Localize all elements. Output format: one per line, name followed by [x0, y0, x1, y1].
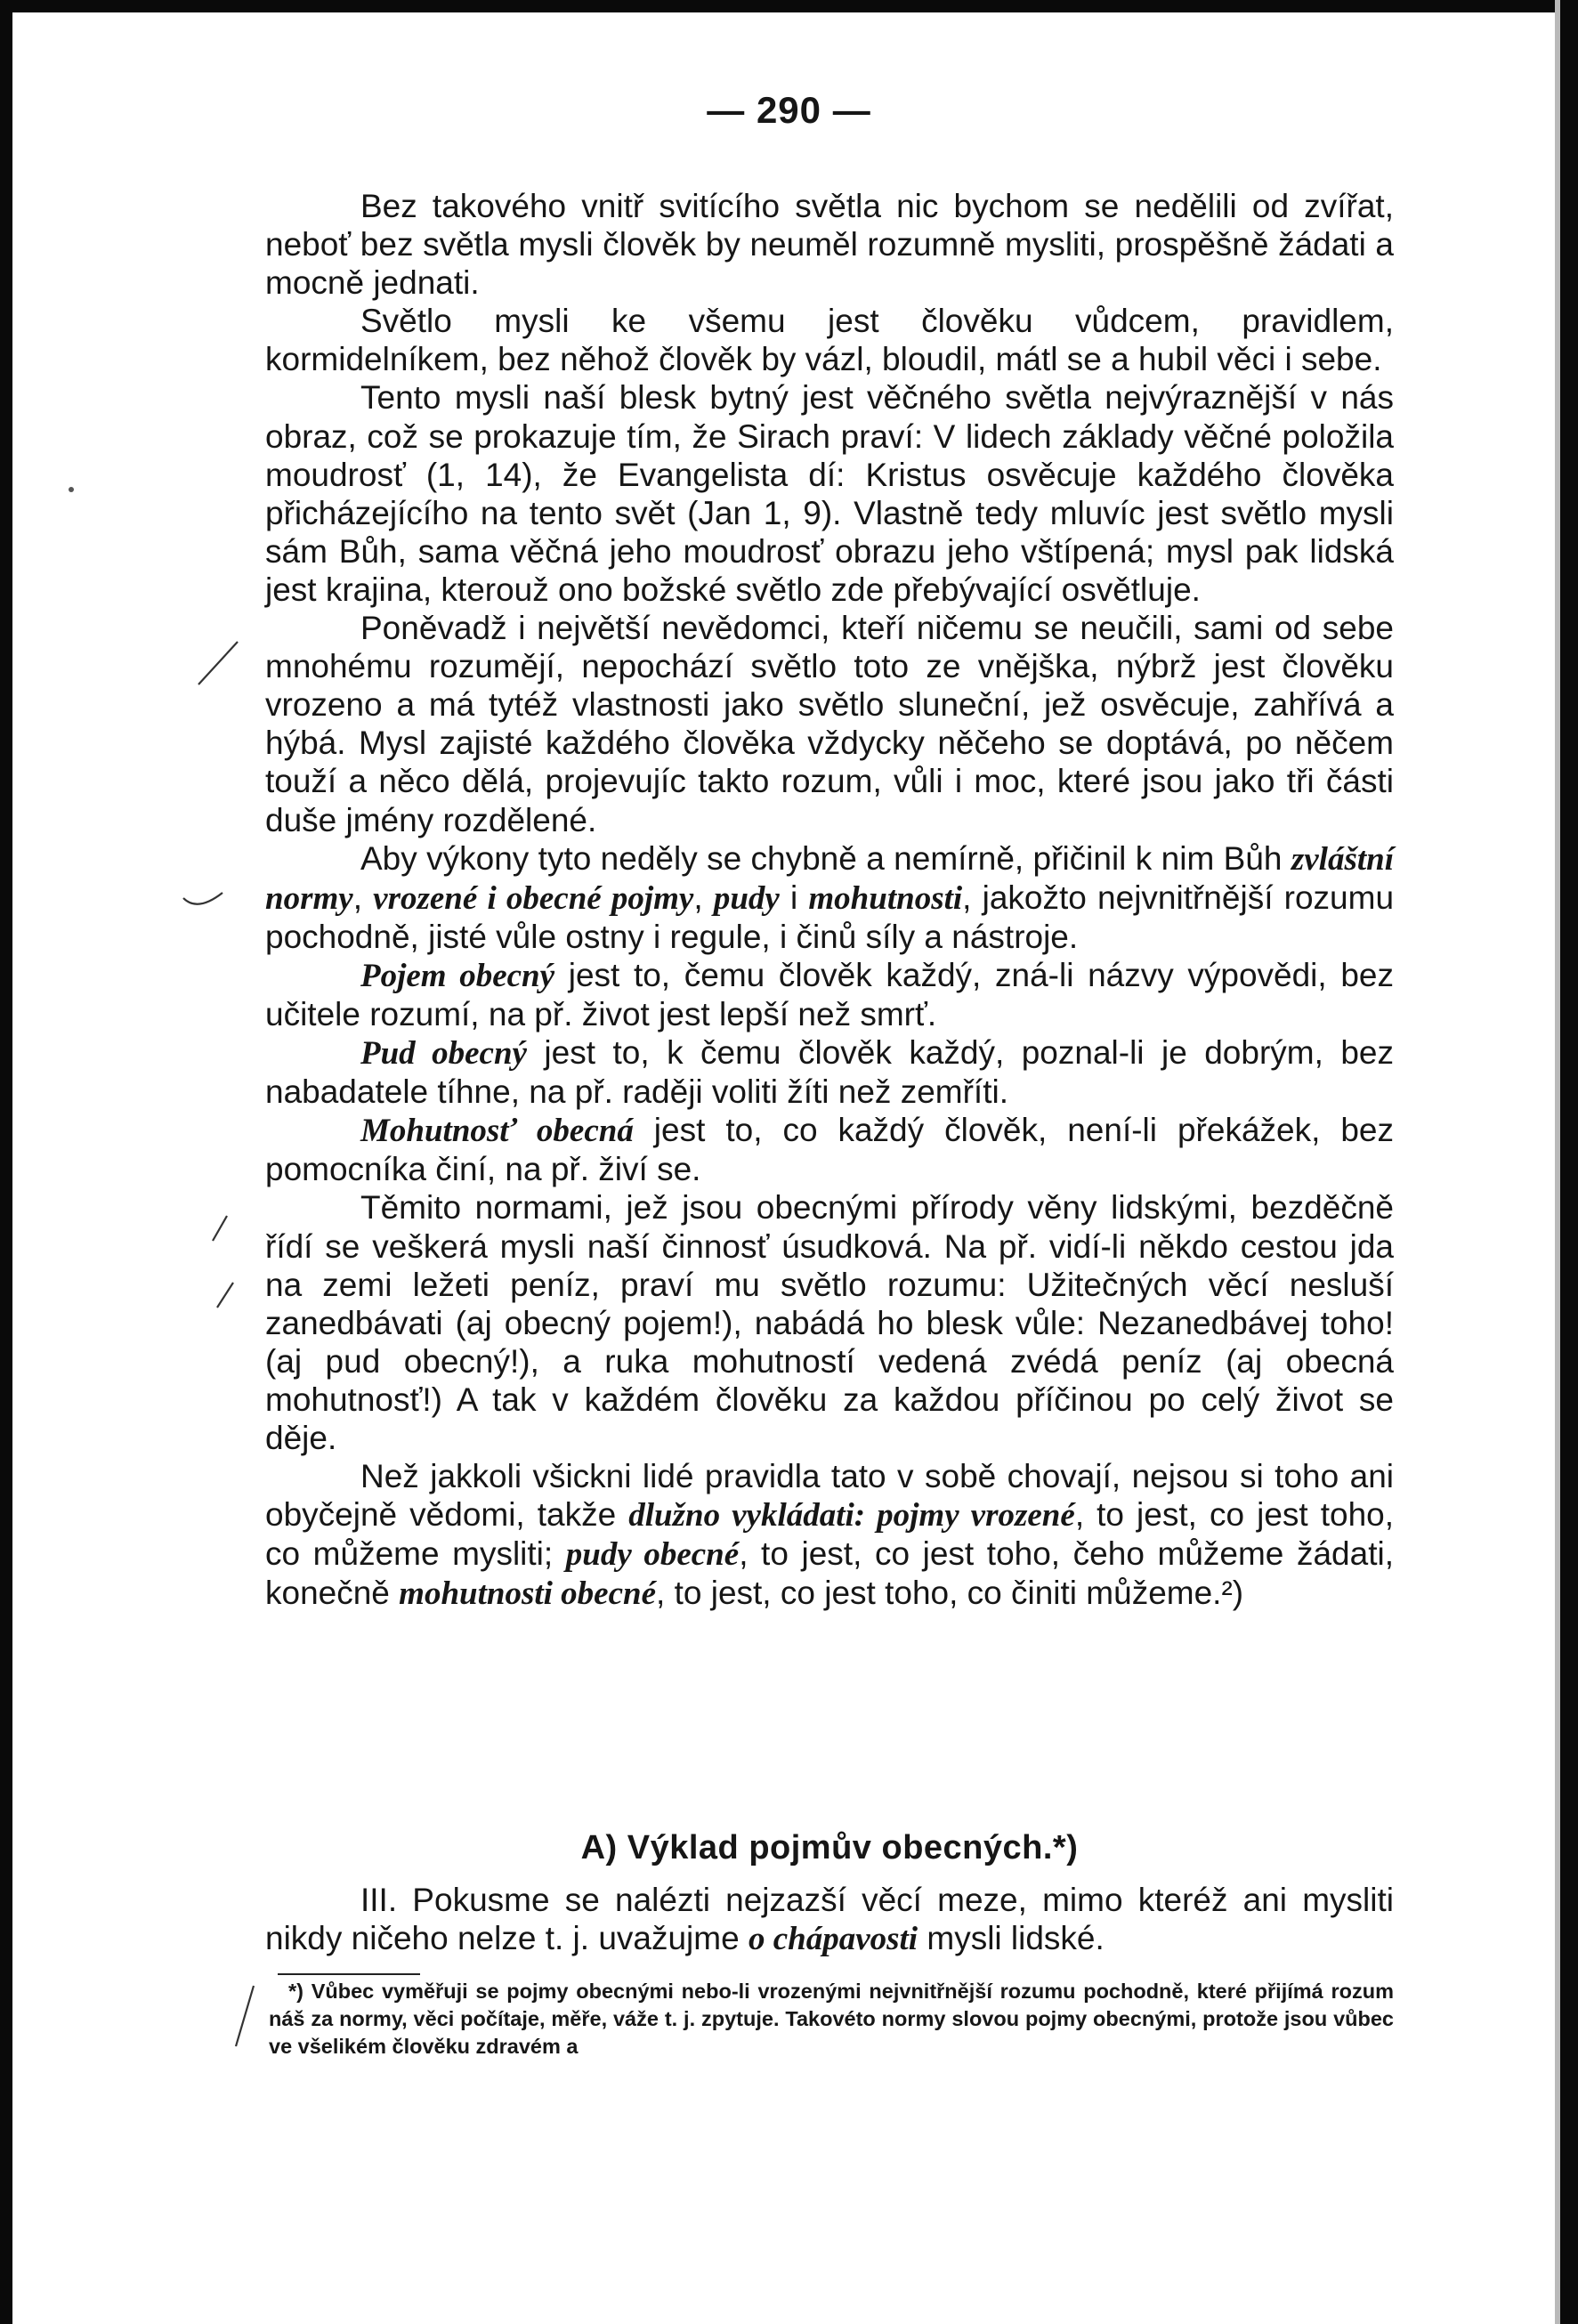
- margin-mark: [227, 1980, 263, 2052]
- margin-mark: [200, 1211, 236, 1246]
- margin-mark: [191, 636, 245, 690]
- paragraph: Pojem obecný jest to, čemu člověk každý, zná-li názvy výpovědi, bez učitele rozumí, na př. život jest lepší než smrť.: [265, 956, 1394, 1032]
- emphasis: pudy: [713, 879, 780, 917]
- paragraph: Poněvadž i největší nevědomci, kteří ničemu se neučili, sami od sebe mnohému rozumějí, nepochází světlo toto ze vnějška, nýbrž jest člověku vrozeno a má tytéž vlastnosti jako světlo sluneční, jež osvěcuje, zahřívá a hýbá. Mysl zajisté každého člověka vždycky něčeho se doptává, po něčem touží a něco dělá, projevujíc takto rozum, vůli i moc, které jsou jako tři části duše jmény rozdělené.: [265, 610, 1394, 838]
- emphasis: o chápavosti: [748, 1921, 918, 1958]
- paragraph: Světlo mysli ke všemu jest člověku vůdcem, pravidlem, kormidelníkem, bez něhož člověk by vázl, bloudil, mátl se a hubil věci i sebe.: [265, 303, 1394, 378]
- emphasis: mohutnosti: [808, 879, 963, 917]
- margin-mark: [62, 481, 80, 498]
- paragraph: Pud obecný jest to, k čemu člověk každý, poznal-li je dobrým, bez nabadatele tíhne, na př. raději voliti žíti než zemříti.: [265, 1034, 1395, 1111]
- emphasis: Pojem obecný: [360, 957, 555, 994]
- paragraph: Mohutnosť obecná jest to, co každý člověk, není-li překážek, bez pomocníka činí, na př. živí se.: [265, 1112, 1394, 1188]
- margin-mark: [178, 886, 231, 921]
- page-number: — 290 —: [707, 89, 871, 131]
- footnote-text: *) Vůbec vyměřuji se pojmy obecnými nebo-li vrozenými nejvnitřnější rozumu pochodně, které přijímá rozum náš za normy, věci počítaje, měře, váže t. j. zpytuje. Takovéto normy slovou pojmy obecnými, protože jsou vůbec ve všelikém člověku zdravém a: [269, 1980, 1394, 2058]
- main-text: [265, 187, 1394, 1613]
- paragraph: Těmito normami, jež jsou obecnými přírody věny lidskými, bezděčně řídí se veškerá mysli naší činnosť úsudková. Na př. vidí-li někdo cestou jda na zemi ležeti peníz, praví mu světlo rozumu: Užitečných věcí nesluší zanedbávati (aj obecný pojem!), nabádá ho blesk vůle: Nezanedbávej toho! (aj pud obecný!), a ruka mohutností vedená zvédá peníz (aj obecná mohutnosť!) A tak v každém člověku za každou příčinou po celý život se děje.: [265, 1189, 1394, 1456]
- emphasis: Mohutnosť obecná: [360, 1113, 634, 1150]
- paragraph: Bez takového vnitř svitícího světla nic bychom se nedělili od zvířat, neboť bez světla mysli člověk by neuměl rozumně mysliti, prospěšně žádati a mocně jednati.: [265, 188, 1394, 302]
- footnote-rule: [278, 1973, 420, 1975]
- emphasis: vrozené i obecné pojmy: [373, 879, 694, 917]
- emphasis: Pud obecný: [360, 1035, 527, 1073]
- emphasis: mohutnosti obecné: [399, 1575, 657, 1613]
- paragraph: Aby výkony tyto neděly se chybně a nemírně, přičinil k nim Bůh zvláštní normy, vrozené i obecné pojmy, pudy i mohutnosti, jakožto nejvnitřnější rozumu pochodně, jisté vůle ostny i regule, i činů síly a nástroje.: [265, 839, 1395, 955]
- margin-mark: [206, 1277, 242, 1313]
- footnote: [269, 1978, 1394, 2061]
- emphasis: zvláštní normy: [265, 840, 1394, 917]
- section-heading: A) Výklad pojmův obecných.*): [580, 1829, 1079, 1866]
- paragraph: Tento mysli naší blesk bytný jest věčného světla nejvýraznější v nás obraz, což se prokazuje tím, že Sirach praví: V lidech základy věčné položila moudrosť (1, 14), že Evangelista dí: Kristus osvěcuje každého člověka přicházejícího na tento svět (Jan 1, 9). Vlastně tedy mluvíc jest světlo mysli sám Bůh, sama věčná jeho moudrosť obrazu jeho vštípená; mysl pak lidská jest krajina, kterouž ono božské světlo zde přebývající osvětluje.: [265, 379, 1394, 608]
- emphasis: dlužno vykládati: pojmy vrozené: [628, 1497, 1075, 1534]
- binding-edge: [1560, 0, 1578, 2324]
- paragraph: III. Pokusme se nalézti nejzazší věcí meze, mimo kteréž ani mysliti nikdy ničeho nelze t. j. uvažujme o chápavosti mysli lidské.: [265, 1882, 1394, 1958]
- section-text: [265, 1881, 1394, 1958]
- paragraph: Než jakkoli všickni lidé pravidla tato v sobě chovají, nejsou si toho ani obyčejně vědomi, takže dlužno vykládati: pojmy vrozené, to jest, co jest toho, co můžeme mysliti; pudy obecné, to jest, co jest toho, čeho můžeme žádati, konečně mohutnosti obecné, to jest, co jest toho, co činiti můžeme.²): [265, 1458, 1395, 1613]
- emphasis: pudy obecné: [565, 1536, 740, 1574]
